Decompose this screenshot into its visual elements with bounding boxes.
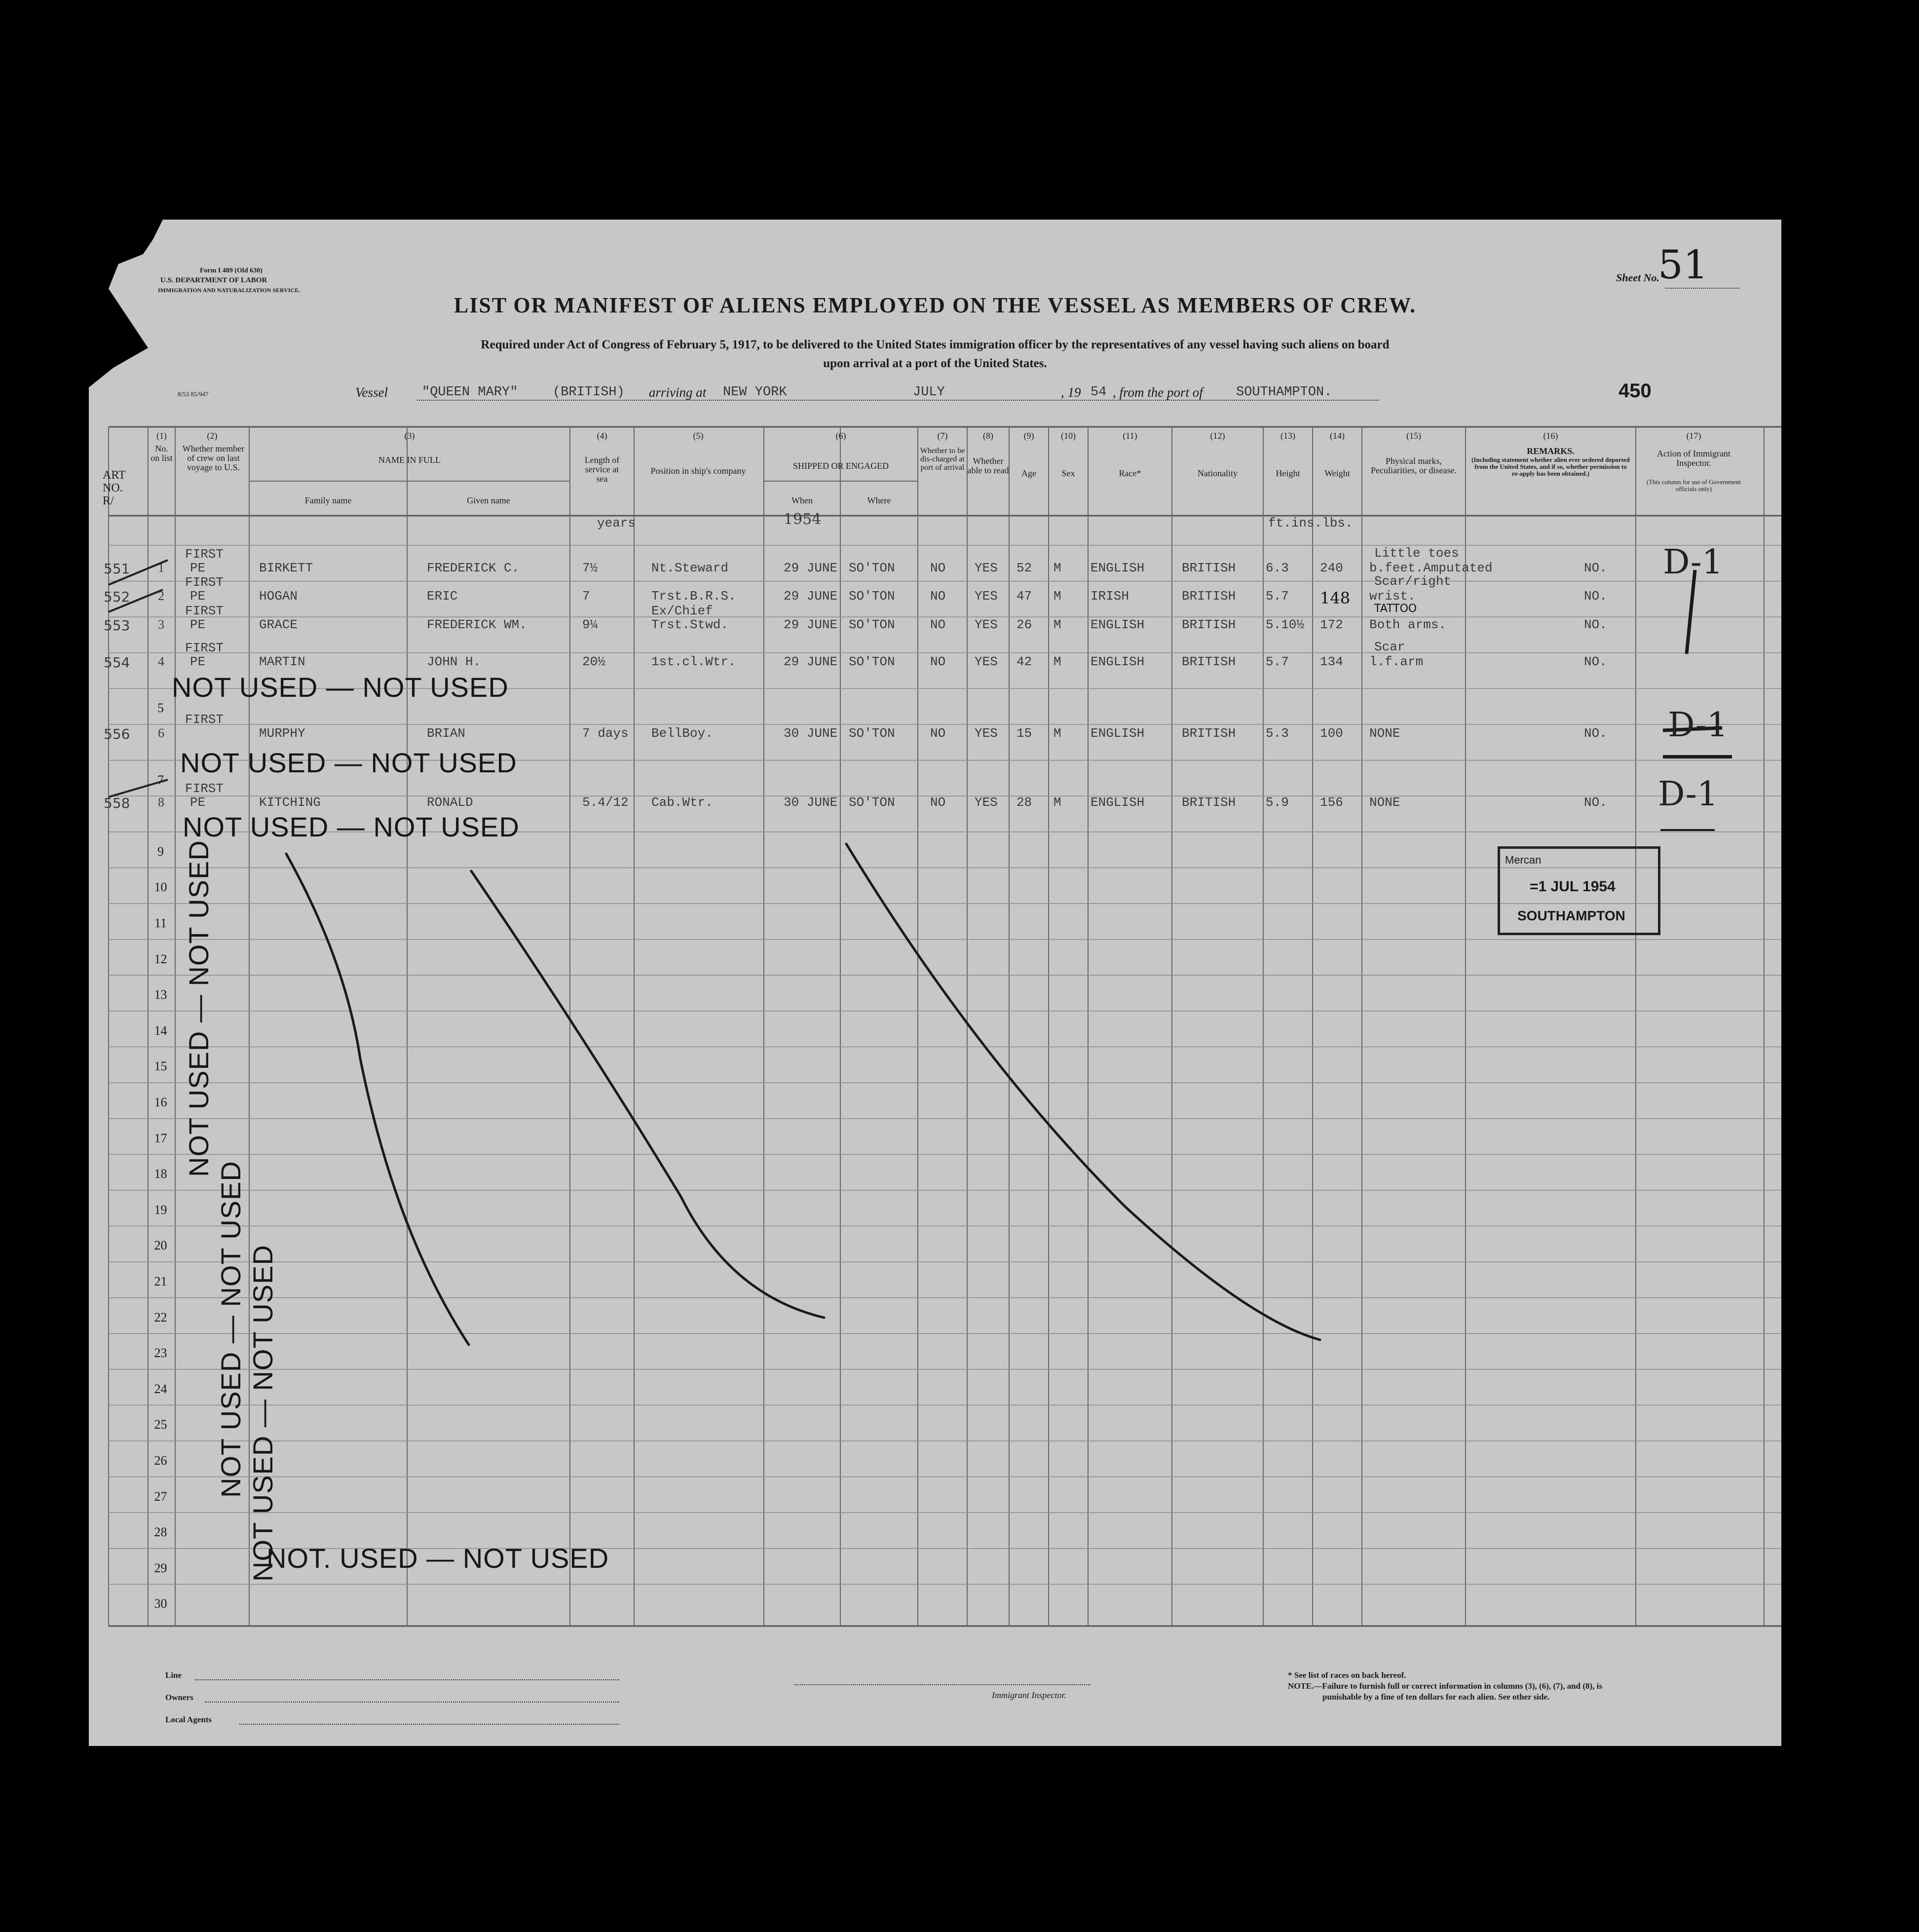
sheet-number: 51 [1658,242,1708,288]
given-name: BRIAN [427,726,466,741]
action-underline [1660,829,1715,831]
arrival-port: NEW YORK [723,385,787,400]
discharged: NO [930,654,946,669]
physical-marks: Both arms. [1369,617,1447,632]
vessel-flag: (BRITISH) [553,385,625,400]
remarks: NO. [1584,617,1607,632]
discharged: NO [930,726,946,741]
family-name: MURPHY [259,726,305,741]
sheet-label: Sheet No. [1616,271,1659,284]
shipped-when: 30 JUNE [784,726,838,741]
vessel-name: "QUEEN MARY" [422,385,518,400]
action-mark-8: D-1 [1658,775,1719,814]
service-length: 7½ [582,561,598,575]
given-name: JOHN H. [427,654,481,669]
sex: M [1054,795,1061,810]
physical-marks: l.f.arm [1369,654,1424,669]
weight: 100 [1320,726,1343,741]
col11-num: (11) [1123,431,1137,441]
position: BellBoy. [651,726,713,741]
row-number: 5 [157,701,164,716]
row-number: 16 [154,1095,167,1109]
col13-num: (13) [1280,431,1295,441]
family-name: KITCHING [259,795,321,810]
race: ENGLISH [1091,726,1145,741]
height: 5.3 [1266,726,1289,741]
footer-inspector-label: Immigrant Inspector. [992,1690,1066,1700]
shipped-when: 30 JUNE [784,795,838,810]
col6-num: (6) [835,431,846,441]
service-units: years [597,516,636,530]
stamp-date: =1 JUL 1954 [1530,878,1616,895]
col15-header: Physical marks, Peculiarities, or disease. [1371,456,1457,475]
shipped-where: SO'TON [849,561,895,575]
col9-header: Age [1021,468,1036,478]
col7-num: (7) [937,431,948,441]
nationality: BRITISH [1182,726,1236,741]
height: 5.10½ [1266,617,1305,632]
not-used-stamp-vertical: NOT USED — NOT USED [183,840,214,1177]
shipped-where: SO'TON [849,726,895,741]
shipped-where: SO'TON [849,589,895,604]
row-number: 13 [154,987,167,1002]
row-number: 21 [154,1274,167,1288]
able-to-read: YES [975,617,998,632]
list-number: 450 [1618,380,1652,402]
service-length: 7 days [582,726,629,741]
position: Ex/Chief [651,604,713,618]
discharged: NO [930,561,946,575]
col3-header: NAME IN FULL [378,455,441,465]
list-number: 1 [158,561,164,575]
col14-header: Weight [1324,468,1350,478]
from-label: , from the port of [1113,385,1203,400]
footer-note-penalty: NOTE.—Failure to furnish full or correct information in columns (3), (6), (7), and (8), is [1288,1681,1603,1691]
row-number: 10 [154,880,167,895]
age: 15 [1016,726,1032,741]
list-number: 4 [158,654,164,669]
position: 1st.cl.Wtr. [651,654,736,669]
row-number: 12 [154,951,167,966]
shipped-year: 1954 [784,511,822,528]
sex: M [1054,726,1061,741]
able-to-read: YES [975,795,998,810]
shipped-where: SO'TON [849,617,895,632]
shipped-when: 29 JUNE [784,654,838,669]
row-number: 18 [154,1167,167,1181]
age: 28 [1016,795,1032,810]
sex: M [1054,654,1061,669]
service-name: IMMIGRATION AND NATURALIZATION SERVICE. [158,287,301,294]
remarks: NO. [1584,589,1607,604]
col2-header: Whether member of crew on last voyage to U.S. [182,444,245,472]
col14-num: (14) [1330,431,1345,441]
given-name: ERIC [427,589,458,604]
col17-num: (17) [1686,431,1701,441]
shipped-when: 29 JUNE [784,589,838,604]
given-name: FREDERICK WM. [427,617,527,632]
race: ENGLISH [1091,654,1145,669]
row-number: 15 [154,1059,167,1074]
row-number: 9 [157,844,164,859]
art-number: 553 [104,617,130,634]
art-label: ART NO. R/ [103,469,126,507]
physical-marks: wrist. [1369,589,1416,604]
prev-voyage: FIRST [185,712,224,727]
subtitle-line2: upon arrival at a port of the United States. [823,357,1047,370]
sex: M [1054,617,1061,632]
col16-subheader: (Including statement whether alien ever ordered deported from the United States, and if so, whether permission to re-apply has been obtained.) [1471,456,1630,477]
height: 6.3 [1266,561,1289,575]
stamp-office-text: Mercan [1505,854,1542,866]
weight: 156 [1320,795,1343,810]
given-name: RONALD [427,795,473,810]
race: ENGLISH [1091,795,1145,810]
shipped-where: SO'TON [849,654,895,669]
physical-marks: Scar/right [1374,574,1452,589]
age: 47 [1016,589,1032,604]
service-length: 7 [582,589,590,604]
shipped-when: 29 JUNE [784,561,838,575]
race: ENGLISH [1091,617,1145,632]
list-number: 3 [158,617,164,632]
shipped-where: SO'TON [849,795,895,810]
row-number: 19 [154,1202,167,1217]
nationality: BRITISH [1182,561,1236,575]
able-to-read: YES [975,561,998,575]
col6-header: SHIPPED OR ENGAGED [792,461,889,471]
service-length: 9¼ [582,617,598,632]
row-number: 7 [157,772,164,787]
discharged: NO [930,617,946,632]
prev-voyage: PE [190,589,206,604]
list-number: 2 [158,589,164,603]
position: Cab.Wtr. [651,795,713,810]
prev-voyage: PE [190,654,206,669]
year-prefix: , 19 [1061,385,1081,400]
weight: 172 [1320,617,1343,632]
vessel-label: Vessel [355,385,388,400]
age: 42 [1016,654,1032,669]
not-used-stamp-vertical: NOT USED — NOT USED [247,1245,278,1582]
family-name: MARTIN [259,654,305,669]
col4-header: Length of service at sea [584,455,620,484]
weight: 148 [1320,589,1351,607]
col12-header: Nationality [1198,468,1238,478]
art-number: 554 [104,654,130,671]
col5-header: Position in ship's company [650,466,746,476]
arriving-label: arriving at [649,385,707,400]
physical-marks: TATTOO [1374,603,1417,615]
col17-header: Action of Immigrant Inspector. [1657,449,1731,468]
row-number: 25 [154,1417,167,1432]
action-mark-6: D-1 [1668,706,1729,745]
art-number: 556 [104,726,130,742]
remarks: NO. [1584,795,1607,810]
list-number: 6 [158,726,164,740]
row-number: 29 [154,1560,167,1575]
nationality: BRITISH [1182,617,1236,632]
sex: M [1054,589,1061,604]
footer-note-penalty-2: punishable by a fine of ten dollars for each alien. See other side. [1322,1692,1550,1702]
cancellation-strokes [89,220,1781,1746]
stamp-port: SOUTHAMPTON [1517,908,1625,923]
remarks: NO. [1584,561,1607,575]
nationality: BRITISH [1182,795,1236,810]
footer-owners-label: Owners [165,1693,193,1702]
col13-header: Height [1276,468,1300,478]
page-title: LIST OR MANIFEST OF ALIENS EMPLOYED ON THE VESSEL AS MEMBERS OF CREW. [453,293,1417,317]
height: 5.9 [1266,795,1289,810]
col17-subheader: (This column for use of Government officials only) [1647,478,1741,492]
prev-voyage: FIRST [185,641,224,655]
col9-num: (9) [1023,431,1034,441]
weight: 134 [1320,654,1343,669]
height: 5.7 [1266,589,1289,604]
col3-family-header: Family name [304,495,352,505]
row-number: 23 [154,1346,167,1361]
row-number: 24 [154,1381,167,1396]
not-used-stamp-vertical: NOT USED — NOT USED [215,1161,246,1498]
not-used-stamp: NOT USED — NOT USED [180,747,517,778]
col3-num: (3) [404,431,415,441]
row-number: 28 [154,1525,167,1540]
form-number: Form I 489 (Old 630) [200,267,263,274]
able-to-read: YES [975,654,998,669]
col5-num: (5) [693,431,704,441]
col10-num: (10) [1061,431,1076,441]
arrival-month: JULY [913,385,945,400]
col12-num: (12) [1210,431,1225,441]
family-name: GRACE [259,617,298,632]
manifest-sheet [89,220,1781,1746]
row-number: 27 [154,1489,167,1504]
col16-header: REMARKS. [1527,446,1575,456]
position: Nt.Steward [651,561,729,575]
height: 5.7 [1266,654,1289,669]
col7-header: Whether to be dis-charged at port of arrival [920,447,965,472]
art-number: 558 [104,795,130,811]
prev-voyage: PE [190,617,206,632]
col11-header: Race* [1119,468,1141,478]
discharged: NO [930,589,946,604]
prev-voyage: PE [190,561,206,575]
row-number: 20 [154,1238,167,1253]
col2-num: (2) [207,431,218,441]
arrival-year: 54 [1091,385,1107,400]
able-to-read: YES [975,589,998,604]
position: Trst.B.R.S. [651,589,736,604]
row-number: 11 [154,916,167,930]
col15-num: (15) [1406,431,1421,441]
nationality: BRITISH [1182,654,1236,669]
weight: 240 [1320,561,1343,575]
given-name: FREDERICK C. [427,561,520,575]
prev-voyage: FIRST [185,547,224,562]
col6-where-header: Where [867,495,891,505]
measurement-units: ft.ins.lbs. [1268,516,1353,530]
col8-header: Whether able to read [967,456,1009,475]
col3-given-header: Given name [467,495,510,505]
physical-marks: NONE [1369,726,1400,741]
list-number: 8 [158,795,164,809]
discharged: NO [930,795,946,810]
race: ENGLISH [1091,561,1145,575]
sex: M [1054,561,1061,575]
position: Trst.Stwd. [651,617,729,632]
art-number: 551 [104,561,130,577]
able-to-read: YES [975,726,998,741]
col8-num: (8) [983,431,993,441]
action-underline [1663,755,1732,758]
row-number: 14 [154,1023,167,1038]
shipped-when: 29 JUNE [784,617,838,632]
prev-voyage: FIRST [185,781,224,796]
from-port: SOUTHAMPTON. [1236,385,1332,400]
physical-marks: NONE [1369,795,1400,810]
remarks: NO. [1584,726,1607,741]
art-number: 552 [104,589,130,605]
age: 52 [1016,561,1032,575]
dept-name: U.S. DEPARTMENT OF LABOR [160,276,267,284]
row-number: 30 [154,1596,167,1611]
footer-agents-label: Local Agents [165,1715,212,1724]
subtitle-line1: Required under Act of Congress of February 5, 1917, to be delivered to the United States immigration officer by the representatives of any vessel having such aliens on board [481,338,1390,351]
physical-marks: b.feet.Amputated [1369,561,1493,575]
age: 26 [1016,617,1032,632]
col4-num: (4) [597,431,607,441]
footer-note-races: * See list of races on back hereof. [1288,1670,1406,1680]
col1-header: No. on list [151,444,173,463]
row-number: 22 [154,1310,167,1325]
service-length: 5.4/12 [582,795,629,810]
row-number: 17 [154,1131,167,1145]
physical-marks: Scar [1374,640,1405,654]
not-used-stamp: NOT USED — NOT USED [183,811,520,842]
family-name: HOGAN [259,589,298,604]
prev-voyage: FIRST [185,604,224,618]
col10-header: Sex [1061,468,1075,478]
prev-voyage: PE [190,795,206,810]
col1-num: (1) [156,431,167,441]
col16-num: (16) [1543,431,1558,441]
remarks: NO. [1584,654,1607,669]
action-mark-1: D-1 [1663,543,1724,582]
not-used-stamp: NOT. USED — NOT USED [266,1543,609,1574]
row-number: 26 [154,1453,167,1468]
service-length: 20½ [582,654,605,669]
race: IRISH [1091,589,1129,604]
not-used-stamp: NOT USED — NOT USED [172,672,509,703]
form-code: 8/53 85/947 [178,390,209,398]
prev-voyage: FIRST [185,575,224,590]
physical-marks: Little toes [1374,546,1459,561]
footer-line-label: Line [165,1670,182,1680]
col6-when-header: When [791,495,813,505]
family-name: BIRKETT [259,561,313,575]
nationality: BRITISH [1182,589,1236,604]
mercantile-office-stamp [1498,846,1660,935]
